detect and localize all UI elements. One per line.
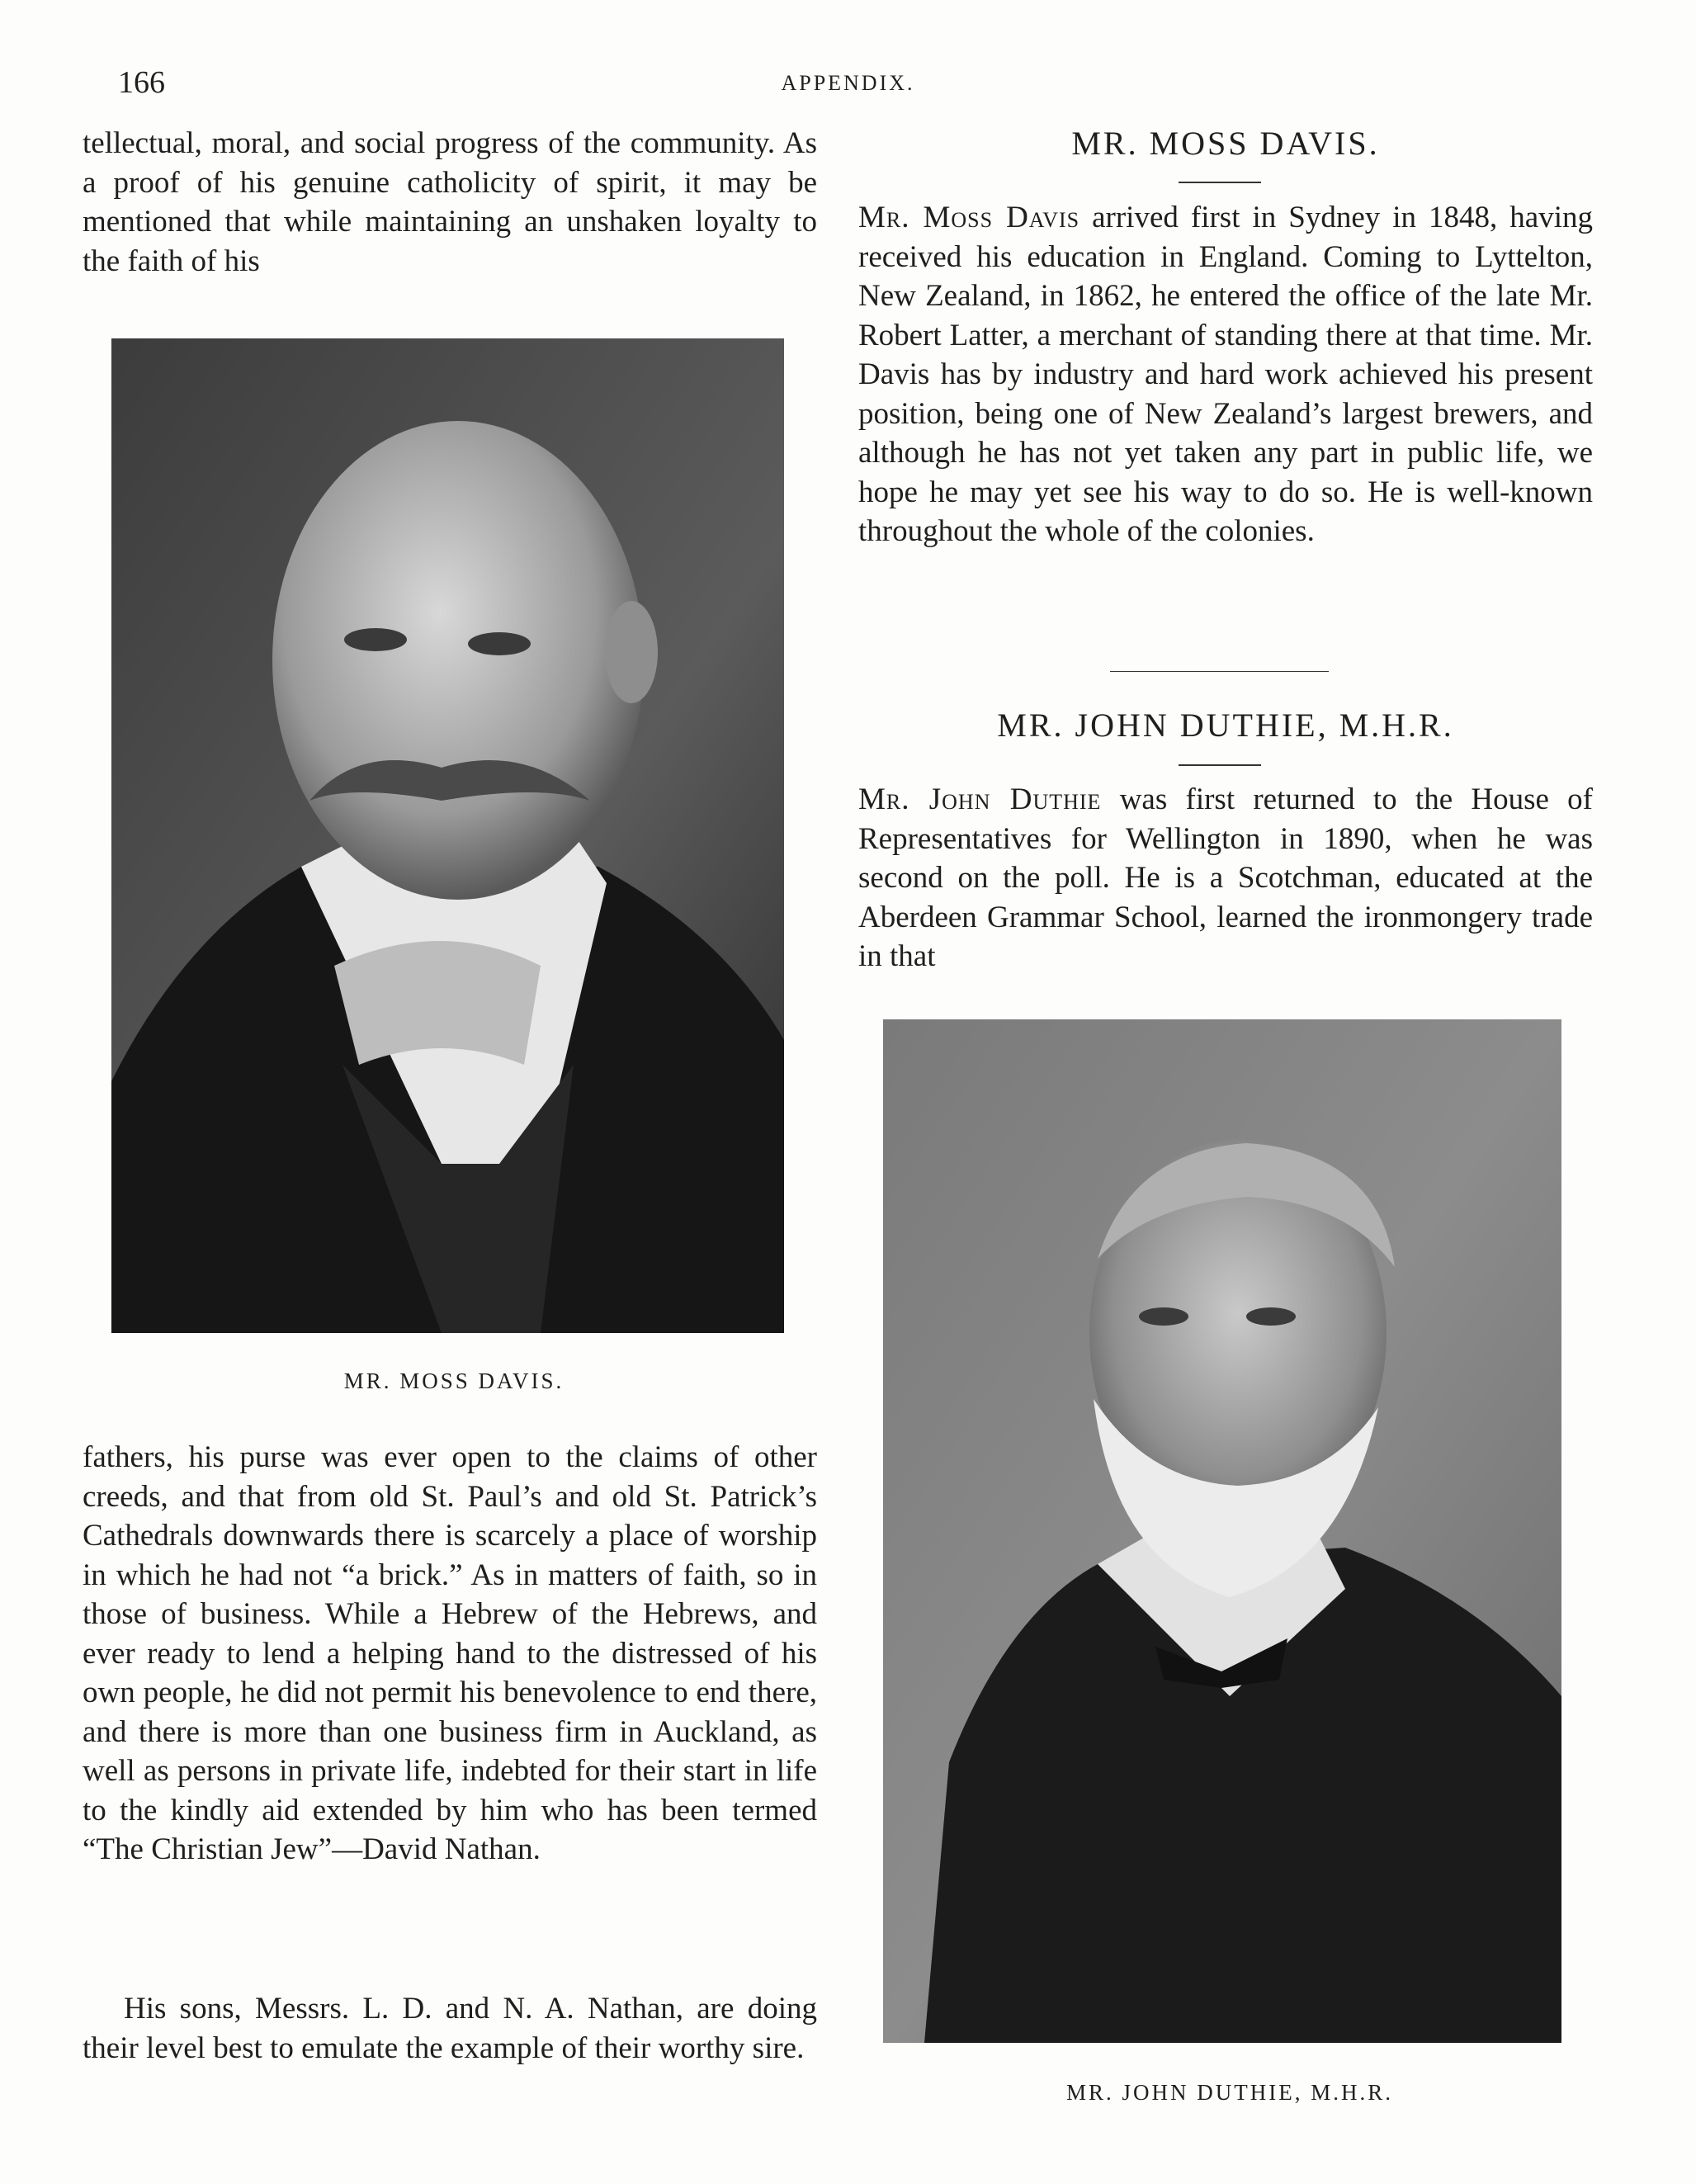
john-duthie-caption: MR. JOHN DUTHIE, M.H.R. [1065,2080,1393,2105]
moss-davis-lead-name: Mr. Moss Davis [858,201,1080,234]
moss-davis-heading: MR. MOSS DAVIS. [1071,125,1380,162]
heading-rule [1179,182,1261,183]
left-closing-paragraph: His sons, Messrs. L. D. and N. A. Nathan, are doing their level best to emulate the example of their worthy sire. [83,1992,817,2065]
john-duthie-bio-text: was first returned to the House of Representatives for Wellington in 1890, when he was second on the poll. He is a Scotchman, educated at the Aberdeen Grammar School, learned the ironmongery trade in that [858,782,1593,973]
john-duthie-lead-name: Mr. John Duthie [858,782,1102,816]
moss-davis-portrait [111,338,784,1333]
running-head: APPENDIX. [781,71,915,95]
john-duthie-heading: MR. JOHN DUTHIE, M.H.R. [997,707,1454,744]
moss-davis-bio [858,198,1593,551]
john-duthie-portrait [883,1019,1561,2043]
section-divider [1110,671,1329,672]
page-number: 166 [118,65,165,100]
john-duthie-bio [858,780,1593,976]
moss-davis-portrait-art [111,338,784,1333]
moss-davis-bio-text: arrived first in Sydney in 1848, having received his education in England. Coming to Lyttelton, New Zealand, in 1862, he entered the office of the late Mr. Robert Latter, a merchant of standing there at that time. Mr. Davis has by industry and hard work achieved his present position, being one of New Zealand’s largest brewers, and although he has not yet taken any part in public life, we hope he may yet see his way to do so. He is well-known throughout the whole of the colonies. [858,201,1593,548]
moss-davis-caption: MR. MOSS DAVIS. [343,1369,565,1393]
john-duthie-portrait-art [883,1019,1561,2043]
heading-rule [1179,764,1261,766]
left-top-paragraph: tellectual, moral, and social progress of the community. As a proof of his genuine catholicity of spirit, it may be mentioned that while maintaining an unshaken loyalty to the faith of his [83,126,817,278]
left-continued-paragraph: fathers, his purse was ever open to the claims of other creeds, and that from old St. Paul’s and old St. Patrick’s Cathedrals downwards there is scarcely a place of worship in which he had not “a brick.” As in matters of faith, so in those of business. While a Hebrew of the Hebrews, and ever ready to lend a helping hand to the distressed of his own people, he did not permit his benevolence to end there, and there is more than one business firm in Auckland, as well as persons in private life, indebted for their start in life to the kindly aid extended by him who has been termed “The Christian Jew”—David Nathan. [83,1440,817,1866]
